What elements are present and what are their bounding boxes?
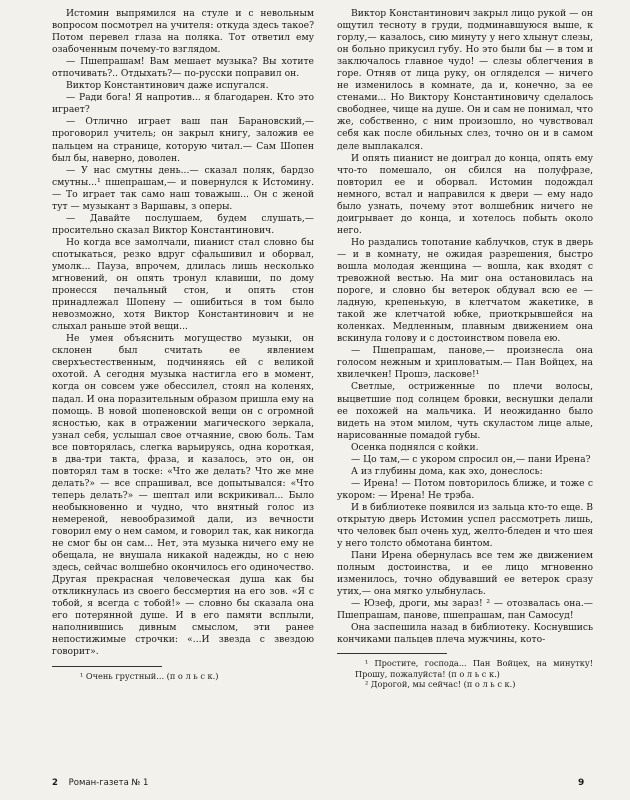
right-paragraph: Виктор Константинович закрыл лицо рукой — он ощутил тесноту в груди, подминавшуюся выше, к горлу,— казалось, сию минуту у него хлынут слезы, он больно прикусил губу. Но это были бы — в том и заключалось главное чудо! — слезы облегчения в горе. Отняв от лица руку, он огляделся — ничего не изменилось в комнате, да и, конечно, за ее стенами... Но Виктору Константиновичу сделалось свободнее, чище на душе. Он и сам не понимал, что же, собственно, с ним произошло, но чувствовал себя как после обильных слез, точно он и в самом деле выплакался. [337,8,593,152]
right-paragraph: А из глубины дома, как эхо, донеслось: [351,465,543,477]
right-paragraph: — Ирена! — Потом повторилось ближе, и тоже с укором: — Ирена! Не трэба. [337,477,593,501]
right-paragraph: — Цо там,— с укором спросил он,— пани Ирена? [351,453,591,465]
footnote-left [52,671,314,682]
footnote-2-right: ² Дорогой, мы сейчас! (п о л ь с к.) [365,679,516,690]
left-paragraph: — Давайте послушаем, будем слушать,— просительно сказал Виктор Константинович. [52,212,314,236]
page-number-right: 9 [578,778,585,788]
right-paragraph: Пани Ирена обернулась все тем же движением полным достоинства, и ее лицо мгновенно изменилось, точно обдувавший ее ветерок сразу утих,— она мягко улыбнулась. [337,550,593,598]
footnotes-right [337,658,593,690]
left-paragraph: Не умея объяснить могущество музыки, он склонен был считать ее явлением сверхъестественным, подчиняясь ей с великой охотой. А сегодня музыка настигла его в момент, когда он совсем уже обессилел, стоял на коленях, падал. И она поразительным образом пришла ему на помощь. В новой шопеновской вещи он с огромной ясностью, как в отражении магического зеркала, узнал себя, услышал свое отчаяние, свою боль. Там все повторялась, слегка варьируясь, одна короткая, в два-три такта, фраза, и казалось, это он, он повторял там в тоске: «Что же делать? Что же мне делать?» — все спрашивал, все допытывался: «Что теперь делать?» — шептал или вскрикивал... Было необыкновенно и чудно, что внятный голос из немереной, невообразимой дали, из вечности говорил ему о нем самом, и говорил так, как никогда не смог бы он сам... Нет, эта музыка ничего ему не обещала, не внушала никакой надежды, но с нею здесь, сейчас волшебно окончилось его одиночество. Другая прекрасная человеческая душа как бы откликнулась из своего бессмертия на его зов. «Я с тобой, я всегда с тобой!» — словно бы сказала она его потерянной душе. И в его памяти всплыли, наполнившись дивным смыслом, эти ранее непостижимые строчки: «...И звезда с звездою говорит». [52,333,314,658]
left-paragraph: Виктор Константинович даже испугался. [66,80,269,92]
footnote-divider-left [52,666,162,667]
left-paragraph: — Ради бога! Я напротив... я благодарен. Кто это играет? [52,92,314,116]
footnote-1-right: ¹ Простите, господа... Пан Войцех, на минутку! Прошу, пожалуйста! (п о л ь с к.) [355,658,593,679]
right-paragraph: — Юзеф, дроги, мы зараз! ² — отозвалась она.— Пшепрашам, панове, пшепрашам, пан Самосуд! [337,598,593,622]
left-paragraph: Истомин выпрямился на стуле и с невольным вопросом посмотрел на учителя: откуда здесь такое? Потом перевел глаза на поляка. Тот ответил ему озабоченным почему-то взглядом. [52,8,314,56]
footnote-1-left: ¹ Очень грустный... (п о л ь с к.) [80,670,219,681]
left-paragraphs [52,8,314,659]
left-paragraph: Но когда все замолчали, пианист стал словно бы спотыкаться, резко вдруг сфальшивил и оборвал, умолк... Пауза, впрочем, длилась лишь несколько мгновений, он опять тронул клавиши, по дому пронесся печальный стон, и опять стон принадлежал Шопену — ошибиться в том было невозможно, хотя Виктор Константинович и не слыхал раньше этой вещи... [52,236,314,333]
publication-title: Роман-газета № 1 [68,778,149,788]
left-paragraph: — У нас смутны день...— сказал поляк, бардзо смутны...¹ пшепрашам,— и повернулся к Истомину.— То играет так само наш товажыш... Он с женой тут — музыкант з Варшавы, з оперы. [52,164,314,212]
right-paragraph: Светлые, остриженные по плечи волосы, выцветшие под солнцем бровки, веснушки делали ее похожей на мальчика. И неожиданно было видеть на этом милом, чуть скуластом лице алые, нарисованные помадой губы. [337,381,593,441]
left-text-column [52,8,314,681]
right-paragraph: Она заспешила назад в библиотеку. Коснувшись кончиками пальцев плеча мужчины, кото- [337,622,593,646]
left-paragraph: — Пшепрашам! Вам мешает музыка? Вы хотите отпочивать?.. Отдыхать?— по-русски поправил он. [52,56,314,80]
right-paragraph: И опять пианист не доиграл до конца, опять ему что-то помешало, он сбился на полуфразе, повторил ее и оборвал. Истомин подождал немного, встал и направился к двери — ему надо было узнать, почему этот волшебник ничего не доигрывает до конца, и хотелось побыть около него. [337,152,593,236]
footnote-divider-right [337,653,447,654]
right-paragraphs [337,8,593,646]
left-paragraph: — Отлично играет ваш пан Барановский,— проговорил учитель; он закрыл книгу, заложив ее пальцем на странице, которую читал.— Сам Шопен был бы, наверно, доволен. [52,116,314,164]
right-text-column [337,8,593,690]
right-paragraph: — Пшепрашам, панове,— произнесла она голосом нежным и хрипловатым.— Пан Войцех, на хвилечкен! Прошэ, ласкове!¹ [337,345,593,381]
right-paragraph: Осенка поднялся с койки. [351,441,479,453]
right-paragraph: Но раздались топотание каблучков, стук в дверь — и в комнату, не ожидая разрешения, быстро вошла молодая женщина — вошла, как входят с тревожной вестью. На миг она остановилась на пороге, и словно бы ветерок обдувал всю ее — ладную, крепенькую, в клетчатом жакетике, в такой же клетчатой юбке, приоткрывшейся на коленках. Медленным, плавным движением она вскинула голову и с достоинством повела ею. [337,236,593,345]
footer-left [52,778,148,788]
right-paragraph: И в библиотеке появился из зальца кто-то еще. В открытую дверь Истомин успел рассмотреть лишь, что человек был очень худ, желто-бледен и что шея у него толсто обмотана бинтом. [337,501,593,550]
page-number-left: 2 [52,778,58,788]
